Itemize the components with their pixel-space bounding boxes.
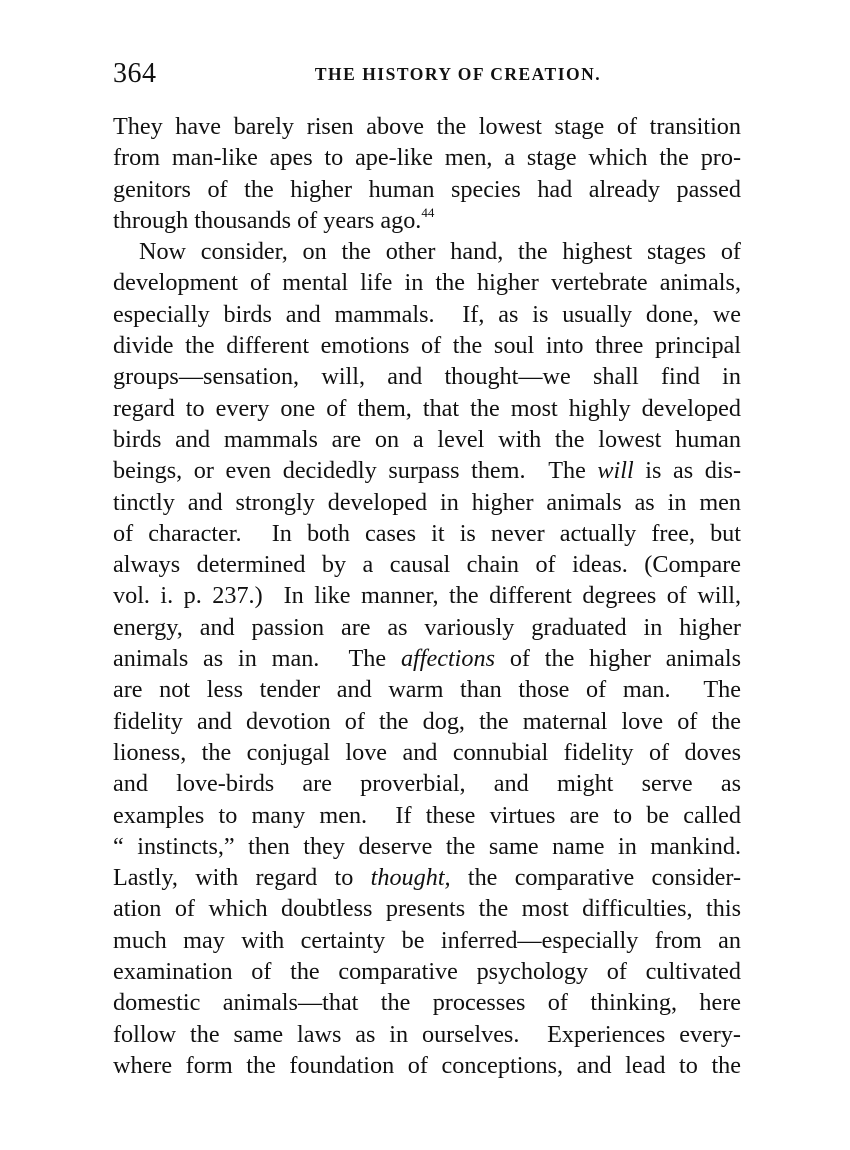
text-run: the comparative consider- <box>450 864 742 892</box>
text-run: birds and mammals are on a level with the lowest human <box>113 425 741 453</box>
text-line <box>113 455 741 486</box>
text-line <box>113 643 741 674</box>
running-head <box>113 58 743 90</box>
text-run: animals as in man. The <box>113 645 401 673</box>
text-run: follow the same laws as in ourselves. Experiences every- <box>113 1020 741 1048</box>
text-line <box>113 111 741 142</box>
text-run: development of mental life in the higher vertebrate animals, <box>113 269 741 297</box>
text-run: vol. i. p. 237.) In like manner, the different degrees of will, <box>113 582 741 610</box>
text-line <box>113 487 741 518</box>
italic-text: thought, <box>370 864 451 892</box>
text-run: is as dis- <box>633 457 742 485</box>
running-title: THE HISTORY OF CREATION. <box>314 64 602 84</box>
text-line <box>113 768 741 799</box>
text-run: beings, or even decidedly surpass them. The <box>113 457 598 485</box>
text-run: are not less tender and warm than those of man. The <box>113 676 741 704</box>
text-run: of character. In both cases it is never actually free, but <box>113 519 741 547</box>
text-run: divide the different emotions of the soul into three principal <box>113 332 741 360</box>
footnote-reference[interactable]: 44 <box>421 204 435 220</box>
text-line <box>113 831 741 862</box>
text-run: examples to many men. If these virtues are to be called <box>113 801 741 829</box>
body-text <box>113 111 741 1081</box>
text-line <box>113 800 741 831</box>
text-run: through thousands of years ago. <box>113 206 422 234</box>
text-run: Now consider, on the other hand, the highest stages of <box>139 238 741 266</box>
text-line <box>113 956 741 987</box>
text-line <box>113 862 741 893</box>
text-run: domestic animals—that the processes of thinking, here <box>113 989 741 1017</box>
text-run: fidelity and devotion of the dog, the maternal love of the <box>113 707 741 735</box>
italic-text: will <box>597 457 634 485</box>
text-run: lioness, the conjugal love and connubial fidelity of doves <box>113 738 741 766</box>
text-line <box>113 236 741 267</box>
text-run: Lastly, with regard to <box>113 864 371 892</box>
text-line <box>113 205 741 236</box>
text-line <box>113 361 741 392</box>
text-run: tinctly and strongly developed in higher animals as in men <box>113 488 741 516</box>
text-line <box>113 142 741 173</box>
text-run: regard to every one of them, that the most highly developed <box>113 394 741 422</box>
text-run: examination of the comparative psychology of cultivated <box>113 958 741 986</box>
text-run: “ instincts,” then they deserve the same name in mankind. <box>113 832 741 860</box>
text-run: They have barely risen above the lowest stage of transition <box>113 113 741 140</box>
text-run: where form the foundation of conceptions, and lead to the <box>113 1051 741 1079</box>
text-line <box>113 267 741 298</box>
text-line <box>113 893 741 924</box>
text-line <box>113 737 741 768</box>
text-line <box>113 174 741 205</box>
text-run: from man-like apes to ape-like men, a stage which the pro- <box>113 144 741 172</box>
text-run: of the higher animals <box>495 645 741 673</box>
text-line <box>113 549 741 580</box>
text-line <box>113 706 741 737</box>
text-line <box>113 925 741 956</box>
text-run: much may with certainty be inferred—especially from an <box>113 926 741 954</box>
text-line <box>113 1019 741 1050</box>
text-run: and love-birds are proverbial, and might serve as <box>113 770 741 798</box>
text-line <box>113 299 741 330</box>
text-line <box>113 393 741 424</box>
text-line <box>113 330 741 361</box>
text-line <box>113 1050 741 1081</box>
text-run: genitors of the higher human species had already passed <box>113 175 741 203</box>
text-run: ation of which doubtless presents the most difficulties, this <box>113 895 741 923</box>
text-run: energy, and passion are as variously graduated in higher <box>113 613 741 641</box>
text-line <box>113 674 741 705</box>
text-run: always determined by a causal chain of ideas. (Compare <box>113 551 741 579</box>
page-number: 364 <box>113 58 157 89</box>
text-line <box>113 424 741 455</box>
text-line <box>113 987 741 1018</box>
text-run: groups—sensation, will, and thought—we shall find in <box>113 363 741 391</box>
italic-text: affections <box>400 645 495 673</box>
text-line <box>113 580 741 611</box>
text-line <box>113 518 741 549</box>
text-line <box>113 612 741 643</box>
text-run: especially birds and mammals. If, as is usually done, we <box>113 300 741 328</box>
